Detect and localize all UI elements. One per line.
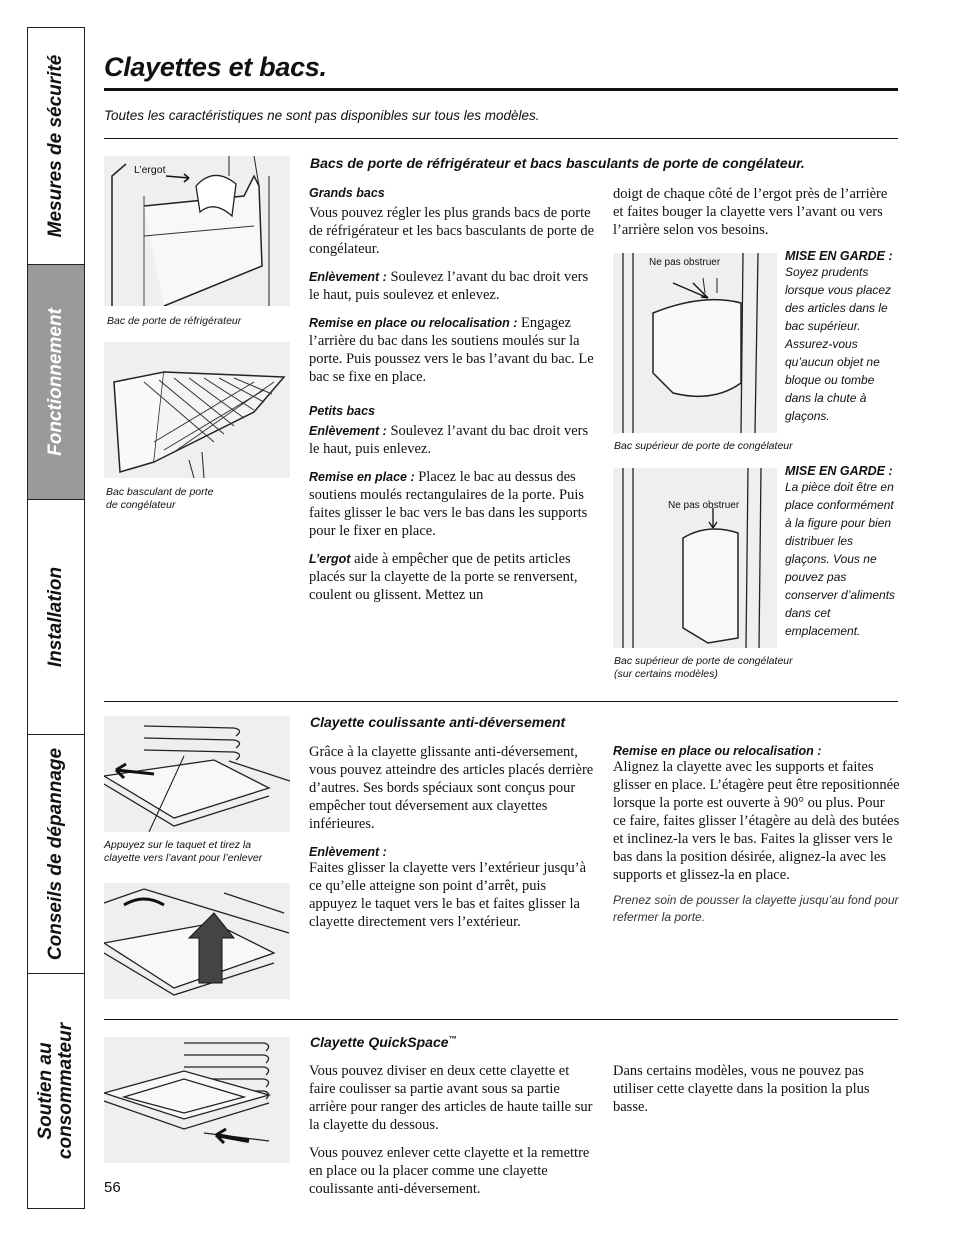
fridge-door-bin-drawing <box>104 156 290 306</box>
page-number: 56 <box>104 1179 121 1196</box>
spillproof-shelf-lift-drawing <box>104 883 290 999</box>
enlevement2-text: Soulevez l’avant du bac droit vers le haut, puis enlevez. <box>309 423 589 457</box>
freezer-upper-bin-model-caption <box>614 655 793 681</box>
caution2-text: La pièce doit être en place conformément à la figure pour bien distribuer les glaçons. Vous ne pouvez pas conserver d’aliments dans cet emplacement. <box>785 480 896 638</box>
section1-column2-text: doigt de chaque côté de l’ergot près de l’arrière et faites bouger la clayette vers l’avant ou vers l’arrière selon vos besoins. <box>613 186 888 238</box>
grands-bacs-title: Grands bacs <box>309 186 385 200</box>
quickspace-text2: Vous pouvez enlever cette clayette et la remettre en place ou la placer comme une clayette coulissante anti-déversement. <box>309 1145 590 1197</box>
spillproof-note: Prenez soin de pousser la clayette jusqu’au fond pour refermer la porte. <box>613 893 899 924</box>
freezer-tilt-bin-caption <box>106 486 213 512</box>
enlevement2-label: Enlèvement : <box>309 424 387 438</box>
freezer-upper-bin-caption: Bac supérieur de porte de congélateur <box>614 440 793 452</box>
remise1-paragraph <box>309 314 596 386</box>
section1-column1 <box>309 186 596 604</box>
freezer-upper-bin-model-drawing <box>613 468 777 648</box>
ergot-paragraph <box>309 550 596 604</box>
section-divider <box>104 138 898 139</box>
quickspace-shelf-illustration <box>104 1037 290 1163</box>
quickspace-shelf-drawing <box>104 1037 290 1163</box>
caption-line2: de congélateur <box>106 499 176 511</box>
enlevement-text: Faites glisser la clayette vers l’extérieur jusqu’à ce qu’elle atteigne son point d’arrêt, puis appuyez le taquet vers le bas et faites glisser la clayette directement vers l’extérieur. <box>309 860 587 930</box>
spillproof-intro: Grâce à la clayette glissante anti-déversement, vous pouvez atteindre des articles placés derrière d’autres. Ses bords spéciaux sont conçus pour empêcher tout déversement aux clayettes inférieures. <box>309 744 594 832</box>
section3-heading <box>310 1034 457 1050</box>
freezer-upper-bin-model-illustration <box>613 468 777 648</box>
enlevement1-label: Enlèvement : <box>309 270 387 284</box>
caption-line2: clayette vers l’avant pour l’enlever <box>104 852 263 864</box>
remise2-paragraph <box>309 468 596 540</box>
enlevement-label: Enlèvement : <box>309 845 387 859</box>
spillproof-shelf-lift-illustration <box>104 883 290 999</box>
enlevement1-text: Soulevez l’avant du bac droit vers le haut, puis soulevez et enlevez. <box>309 269 589 303</box>
petits-bacs-title: Petits bacs <box>309 404 376 418</box>
freezer-upper-bin-drawing <box>613 253 777 433</box>
tab-fonctionnement[interactable] <box>28 265 84 500</box>
caption-line1: Bac basculant de porte <box>106 486 214 498</box>
enlevement2-paragraph <box>309 422 596 458</box>
quickspace-text1: Vous pouvez diviser en deux cette clayette et faire coulisser sa partie avant sous sa partie arrière pour ranger des articles de haute taille sur la clayette du dessous. <box>309 1063 593 1133</box>
title-rule <box>104 88 898 91</box>
remise2-label: Remise en place : <box>309 470 415 484</box>
tab-conseils-de-depannage[interactable] <box>28 735 84 974</box>
caption-line2: (sur certains modèles) <box>614 668 718 680</box>
tab-label: Mesures de sécurité <box>45 54 66 238</box>
quickspace-title: Clayette QuickSpace <box>310 1034 449 1050</box>
spillproof-shelf-illustration <box>104 716 290 832</box>
remise2-text: Placez le bac au dessus des soutiens moulés rectangulaires de la porte. Puis faites glisser le bac vers le bas dans les supports pour le fixer en place. <box>309 469 588 539</box>
section3-column1 <box>309 1062 596 1198</box>
caption-line1: Bac supérieur de porte de congélateur <box>614 655 793 667</box>
tab-label <box>36 1023 76 1159</box>
remise-text: Alignez la clayette avec les supports et faites glisser en place. L’étagère peut être repositionnée lorsque la porte est ouverte à 90° ou plus. Pour ce faire, faites glisser l’étagère au delà des butées et inclinez-la vers le bas. Faites la glisser vers le bas dans la position désirée, alignez-la avec les supports et glissez-la en place. <box>613 759 900 883</box>
side-navigation-tabs <box>27 27 85 1209</box>
tab-label: Installation <box>45 566 66 668</box>
section-divider <box>104 1019 898 1020</box>
caution2-title: MISE EN GARDE : <box>785 464 893 478</box>
page-title: Clayettes et bacs. <box>104 52 327 82</box>
caution1-title: MISE EN GARDE : <box>785 249 893 263</box>
tab-installation[interactable] <box>28 500 84 735</box>
fridge-door-bin-caption: Bac de porte de réfrigérateur <box>107 315 242 327</box>
fridge-door-bin-illustration <box>104 156 290 306</box>
caution1-text: Soyez prudents lorsque vous placez des articles dans le bac supérieur. Assurez-vous qu’aucun objet ne bloque ou tombe dans la chute à glaçons. <box>785 265 892 423</box>
ergot-label: L’ergot <box>134 164 166 176</box>
remise1-label: Remise en place ou relocalisation : <box>309 316 518 330</box>
section2-column2 <box>613 744 900 926</box>
quickspace-text3: Dans certains modèles, vous ne pouvez pas utiliser cette clayette dans la position la plus basse. <box>613 1063 870 1115</box>
tab-label-line2: consommateur <box>55 1022 76 1160</box>
page-subtitle: Toutes les caractéristiques ne sont pas disponibles sur tous les modèles. <box>104 108 540 123</box>
grands-bacs-text: Vous pouvez régler les plus grands bacs de porte de réfrigérateur et les bacs basculants de porte de congélateur. <box>309 205 595 257</box>
section2-heading: Clayette coulissante anti-déversement <box>310 714 566 730</box>
ne-pas-obstruer-label-2: Ne pas obstruer <box>668 500 740 511</box>
section2-column1 <box>309 743 596 931</box>
remise1-text: Engagez l’arrière du bac dans les soutiens moulés sur la porte. Puis poussez vers le bas l’avant du bac. Le bac se fixe en place. <box>309 315 594 385</box>
trademark-symbol: ™ <box>448 1034 457 1044</box>
freezer-tilt-bin-drawing <box>104 342 290 478</box>
caption-line1: Appuyez sur le taquet et tirez la <box>104 839 252 851</box>
freezer-upper-bin-illustration <box>613 253 777 433</box>
caution2 <box>785 464 900 640</box>
freezer-tilt-bin-illustration <box>104 342 290 478</box>
ne-pas-obstruer-label: Ne pas obstruer <box>649 257 721 268</box>
section1-heading: Bacs de porte de réfrigérateur et bacs basculants de porte de congélateur. <box>310 155 805 171</box>
tab-label: Fonctionnement <box>45 308 66 456</box>
remise-label: Remise en place ou relocalisation : <box>613 744 822 758</box>
tab-mesures-de-securite[interactable] <box>28 28 84 265</box>
spillproof-shelf-caption <box>104 839 262 865</box>
ergot-text: aide à empêcher que de petits articles placés sur la clayette de la porte se renversent, coulent ou glissent. Mettez un <box>309 551 578 603</box>
ergot-term: L’ergot <box>309 552 351 566</box>
section-divider <box>104 701 898 702</box>
caution1 <box>785 249 900 425</box>
tab-label-line1: Soutien au <box>35 1042 56 1140</box>
tab-label: Conseils de dépannage <box>45 747 66 961</box>
tab-soutien-au-consommateur[interactable] <box>28 974 84 1208</box>
enlevement1-paragraph <box>309 268 596 304</box>
spillproof-shelf-drawing <box>104 716 290 832</box>
